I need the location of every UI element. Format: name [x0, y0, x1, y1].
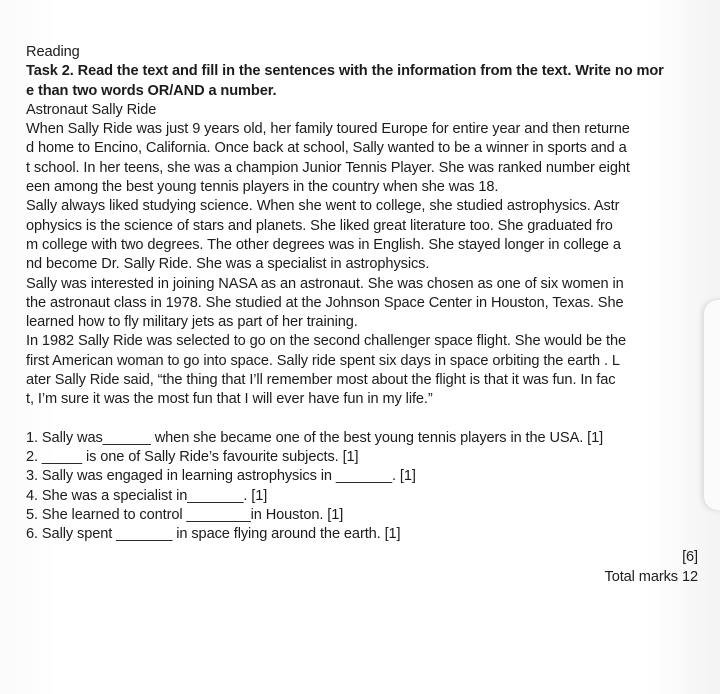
- article-line: When Sally Ride was just 9 years old, her family toured Europe for entire year and then returne: [26, 121, 630, 138]
- section-heading: Reading: [26, 44, 80, 60]
- article-line: t school. In her teens, she was a champion Junior Tennis Player. She was ranked number eight: [26, 159, 630, 176]
- article-body: [26, 120, 698, 409]
- question-item: 3. Sally was engaged in learning astrophysics in _______. [1]: [26, 468, 416, 485]
- section-score: [6]: [682, 549, 698, 566]
- article-line: first American woman to go into space. Sally ride spent six days in space orbiting the earth . L: [26, 352, 620, 369]
- task-instruction-line-2: e than two words OR/AND a number.: [26, 82, 277, 99]
- article-line: ater Sally Ride said, “the thing that I’ll remember most about the flight is that it was fun. In fac: [26, 372, 616, 389]
- question-item: 4. She was a specialist in_______. [1]: [26, 487, 268, 504]
- article-line: Sally was interested in joining NASA as an astronaut. She was chosen as one of six women in: [26, 275, 624, 292]
- question-item: 1. Sally was______ when she became one of the best young tennis players in the USA. [1]: [26, 429, 604, 446]
- question-list: [26, 429, 698, 545]
- task-instruction-line-1: Task 2. Read the text and fill in the sentences with the information from the text. Write no mor: [26, 63, 664, 80]
- article-line: nd become Dr. Sally Ride. She was a specialist in astrophysics.: [26, 256, 430, 273]
- article-line: d home to Encino, California. Once back at school, Sally wanted to be a winner in sports and a: [26, 140, 627, 157]
- article-title: Astronaut Sally Ride: [26, 101, 157, 118]
- article-line: learned how to fly military jets as part of her training.: [26, 314, 358, 331]
- article-line: Sally always liked studying science. When she went to college, she studied astrophysics. Astr: [26, 198, 620, 215]
- question-item: 2. _____ is one of Sally Ride’s favourite subjects. [1]: [26, 448, 359, 465]
- spacer: [26, 410, 698, 429]
- article-line: the astronaut class in 1978. She studied at the Johnson Space Center in Houston, Texas. She: [26, 294, 624, 311]
- article-line: In 1982 Sally Ride was selected to go on the second challenger space flight. She would be the: [26, 333, 626, 350]
- page-edge-shadow: [704, 300, 720, 510]
- article-line: m college with two degrees. The other degrees was in English. She stayed longer in college a: [26, 236, 621, 253]
- question-item: 6. Sally spent _______ in space flying around the earth. [1]: [26, 526, 401, 543]
- worksheet-content: [26, 43, 698, 587]
- total-marks: Total marks 12: [604, 568, 698, 585]
- article-line: een among the best young tennis players in the country when she was 18.: [26, 179, 499, 196]
- article-line: t, I’m sure it was the most fun that I will ever have fun in my life.”: [26, 391, 433, 408]
- question-item: 5. She learned to control ________in Houston. [1]: [26, 506, 344, 523]
- article-line: ophysics is the science of stars and planets. She liked great literature too. She graduated fro: [26, 217, 613, 234]
